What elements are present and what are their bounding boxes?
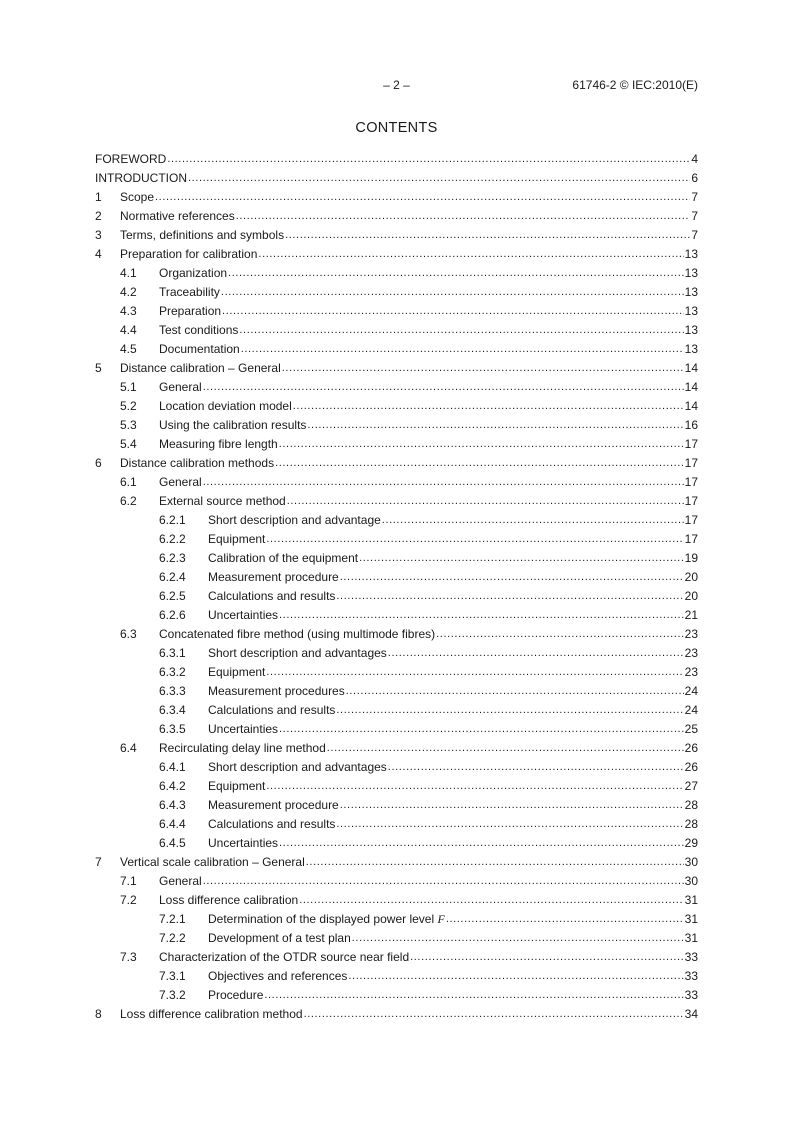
toc-leader-dots (258, 244, 683, 264)
toc-leader-dots (279, 605, 684, 625)
toc-entry[interactable] (95, 188, 698, 207)
toc-entry[interactable] (95, 568, 698, 587)
toc-entry-page: 31 (684, 931, 698, 945)
toc-leader-dots (340, 795, 684, 815)
toc-entry[interactable] (95, 834, 698, 853)
toc-entry-page: 30 (684, 874, 698, 888)
toc-entry[interactable] (95, 929, 698, 948)
toc-entry-page: 13 (684, 304, 698, 318)
toc-entry-title: Terms, definitions and symbols (120, 228, 285, 242)
toc-entry-page: 34 (684, 1007, 698, 1021)
toc-entry-page: 6 (691, 171, 698, 185)
toc-entry[interactable] (95, 587, 698, 606)
toc-entry-page: 13 (684, 266, 698, 280)
toc-entry[interactable] (95, 815, 698, 834)
toc-entry-page: 31 (684, 893, 698, 907)
toc-entry-number: 6.3 (120, 627, 137, 641)
toc-entry-title: Equipment (208, 779, 266, 793)
toc-entry-page: 17 (684, 475, 698, 489)
toc-entry-title: Distance calibration – General (120, 361, 281, 375)
toc-entry-page: 23 (684, 646, 698, 660)
toc-entry-page: 23 (684, 627, 698, 641)
toc-entry[interactable] (95, 207, 698, 226)
toc-entry[interactable] (95, 777, 698, 796)
toc-leader-dots (388, 643, 684, 663)
toc-entry-title: Development of a test plan (208, 931, 351, 945)
toc-entry-number: 1 (95, 190, 102, 204)
toc-entry-title: Determination of the displayed power level F (208, 912, 445, 926)
toc-entry-number: 7.3.2 (159, 988, 186, 1002)
toc-entry-title: FOREWORD (95, 152, 167, 166)
toc-leader-dots (222, 301, 684, 321)
toc-entry[interactable] (95, 302, 698, 321)
toc-entry-page: 14 (684, 361, 698, 375)
toc-entry[interactable] (95, 967, 698, 986)
toc-entry-title: General (159, 380, 202, 394)
toc-leader-dots (282, 358, 684, 378)
toc-entry-page: 27 (684, 779, 698, 793)
toc-leader-dots (336, 586, 683, 606)
toc-entry-page: 26 (684, 741, 698, 755)
toc-entry-page: 17 (684, 532, 698, 546)
toc-entry[interactable] (95, 948, 698, 967)
toc-entry-title: Equipment (208, 665, 266, 679)
toc-entry-title: Concatenated fibre method (using multimode fibres) (159, 627, 436, 641)
toc-entry-number: 6.2.5 (159, 589, 186, 603)
toc-entry[interactable] (95, 283, 698, 302)
toc-entry-page: 20 (684, 570, 698, 584)
toc-entry-title: General (159, 874, 202, 888)
toc-entry[interactable] (95, 245, 698, 264)
toc-entry-number: 6.2.4 (159, 570, 186, 584)
toc-entry[interactable] (95, 435, 698, 454)
toc-entry-title: Scope (120, 190, 155, 204)
toc-entry-title: Uncertainties (208, 608, 279, 622)
toc-entry[interactable] (95, 986, 698, 1005)
toc-entry-page: 30 (684, 855, 698, 869)
toc-entry-title: Loss difference calibration method (120, 1007, 303, 1021)
toc-leader-dots (336, 814, 683, 834)
toc-entry-page: 7 (691, 190, 698, 204)
toc-entry-title: Using the calibration results (159, 418, 307, 432)
toc-entry-page: 7 (691, 228, 698, 242)
toc-entry-title: Procedure (208, 988, 264, 1002)
toc-entry[interactable] (95, 701, 698, 720)
toc-entry[interactable] (95, 454, 698, 473)
toc-leader-dots (203, 871, 684, 891)
toc-entry-number: 4.4 (120, 323, 137, 337)
toc-entry-number: 7.1 (120, 874, 137, 888)
toc-entry-page: 14 (684, 380, 698, 394)
toc-leader-dots (346, 681, 684, 701)
toc-entry-number: 7 (95, 855, 102, 869)
toc-entry-title: Short description and advantage (208, 513, 381, 527)
toc-entry-page: 14 (684, 399, 698, 413)
toc-entry-title: Calibration of the equipment (208, 551, 359, 565)
toc-entry-title: Measurement procedure (208, 798, 339, 812)
toc-entry-number: 6.3.1 (159, 646, 186, 660)
toc-entry[interactable] (95, 150, 698, 169)
toc-entry[interactable] (95, 340, 698, 359)
toc-entry-title: Uncertainties (208, 836, 279, 850)
toc-leader-dots (279, 719, 684, 739)
page-title: CONTENTS (355, 120, 438, 136)
toc-entry-page: 16 (684, 418, 698, 432)
toc-entry-number: 7.2 (120, 893, 137, 907)
toc-entry[interactable] (95, 739, 698, 758)
toc-entry-number: 6.2.3 (159, 551, 186, 565)
toc-entry-title: Short description and advantages (208, 760, 387, 774)
toc-leader-dots (279, 434, 684, 454)
toc-leader-dots (410, 947, 684, 967)
toc-leader-dots (228, 263, 684, 283)
toc-entry-number: 4 (95, 247, 102, 261)
toc-entry-page: 13 (684, 342, 698, 356)
toc-entry-page: 17 (684, 437, 698, 451)
toc-entry-title: Objectives and references (208, 969, 348, 983)
toc-leader-dots (327, 738, 684, 758)
toc-entry-page: 33 (684, 969, 698, 983)
toc-entry-number: 7.3 (120, 950, 137, 964)
toc-leader-dots (293, 396, 684, 416)
toc-entry-page: 13 (684, 247, 698, 261)
toc-entry-number: 6 (95, 456, 102, 470)
toc-entry-number: 6.2.6 (159, 608, 186, 622)
toc-entry-page: 17 (684, 494, 698, 508)
toc-entry-title: Calculations and results (208, 703, 336, 717)
toc-entry-title: Location deviation model (159, 399, 292, 413)
toc-entry[interactable] (95, 169, 698, 188)
toc-entry-number: 3 (95, 228, 102, 242)
toc-entry-page: 31 (684, 912, 698, 926)
toc-entry-page: 7 (691, 209, 698, 223)
toc-entry-title: Calculations and results (208, 589, 336, 603)
toc-entry-page: 17 (684, 456, 698, 470)
toc-entry-number: 4.1 (120, 266, 137, 280)
toc-leader-dots (336, 700, 683, 720)
toc-entry-number: 6.4.4 (159, 817, 186, 831)
toc-entry[interactable] (95, 264, 698, 283)
toc-entry[interactable] (95, 416, 698, 435)
toc-entry[interactable] (95, 321, 698, 340)
toc-leader-dots (348, 966, 683, 986)
toc-entry[interactable] (95, 1005, 698, 1024)
toc-leader-dots (352, 928, 684, 948)
toc-entry-number: 6.4.2 (159, 779, 186, 793)
toc-leader-dots (266, 776, 683, 796)
toc-entry-number: 6.3.5 (159, 722, 186, 736)
toc-entry[interactable] (95, 853, 698, 872)
toc-entry-page: 29 (684, 836, 698, 850)
toc-entry-page: 23 (684, 665, 698, 679)
toc-leader-dots (239, 320, 683, 340)
toc-entry-page: 33 (684, 988, 698, 1002)
toc-entry-page: 28 (684, 817, 698, 831)
toc-leader-dots (275, 453, 684, 473)
toc-entry-page: 4 (691, 152, 698, 166)
toc-leader-dots (241, 339, 684, 359)
toc-entry-title: Short description and advantages (208, 646, 387, 660)
toc-entry-number: 4.2 (120, 285, 137, 299)
toc-entry-title: Distance calibration methods (120, 456, 275, 470)
page-header (95, 78, 698, 94)
toc-entry-number: 7.3.1 (159, 969, 186, 983)
toc-entry-title: Measurement procedures (208, 684, 345, 698)
toc-leader-dots (304, 1004, 684, 1024)
toc-entry-number: 6.4.3 (159, 798, 186, 812)
toc-leader-dots (307, 415, 683, 435)
toc-entry[interactable] (95, 625, 698, 644)
document-id: 61746-2 © IEC:2010(E) (572, 78, 698, 92)
toc-entry-title: Calculations and results (208, 817, 336, 831)
toc-leader-dots (359, 548, 684, 568)
toc-entry-page: 28 (684, 798, 698, 812)
toc-entry[interactable] (95, 872, 698, 891)
toc-entry-title: Documentation (159, 342, 240, 356)
toc-entry-number: 6.2.1 (159, 513, 186, 527)
toc-leader-dots (287, 491, 684, 511)
toc-entry-number: 6.2.2 (159, 532, 186, 546)
toc-entry[interactable] (95, 796, 698, 815)
toc-leader-dots (306, 852, 684, 872)
toc-entry-number: 6.4.1 (159, 760, 186, 774)
toc-entry-title: Measuring fibre length (159, 437, 278, 451)
toc-entry-page: 26 (684, 760, 698, 774)
toc-entry[interactable] (95, 530, 698, 549)
toc-entry[interactable] (95, 663, 698, 682)
toc-leader-dots (236, 206, 691, 226)
toc-entry-title: Normative references (120, 209, 235, 223)
toc-entry-number: 5.2 (120, 399, 137, 413)
table-of-contents (95, 150, 698, 1024)
toc-entry[interactable] (95, 378, 698, 397)
toc-entry-page: 24 (684, 703, 698, 717)
toc-entry-number: 5 (95, 361, 102, 375)
toc-entry-title: Preparation for calibration (120, 247, 258, 261)
toc-entry-number: 7.2.2 (159, 931, 186, 945)
toc-entry[interactable] (95, 473, 698, 492)
toc-entry-title: Loss difference calibration (159, 893, 299, 907)
toc-entry-page: 20 (684, 589, 698, 603)
toc-entry-title: Characterization of the OTDR source near field (159, 950, 410, 964)
toc-entry-number: 6.3.4 (159, 703, 186, 717)
toc-entry-number: 5.3 (120, 418, 137, 432)
toc-entry-page: 25 (684, 722, 698, 736)
toc-leader-dots (279, 833, 684, 853)
toc-leader-dots (155, 187, 690, 207)
toc-entry[interactable] (95, 226, 698, 245)
toc-entry-number: 6.1 (120, 475, 137, 489)
toc-entry-number: 6.4.5 (159, 836, 186, 850)
toc-leader-dots (388, 757, 684, 777)
toc-entry[interactable] (95, 891, 698, 910)
toc-leader-dots (299, 890, 683, 910)
toc-entry[interactable] (95, 549, 698, 568)
toc-leader-dots (340, 567, 684, 587)
toc-entry-page: 19 (684, 551, 698, 565)
toc-entry-title: Recirculating delay line method (159, 741, 326, 755)
toc-entry[interactable] (95, 492, 698, 511)
toc-entry-number: 8 (95, 1007, 102, 1021)
toc-entry-number: 4.5 (120, 342, 137, 356)
toc-entry-title: Organization (159, 266, 228, 280)
toc-entry-title: Test conditions (159, 323, 239, 337)
toc-entry-title: Equipment (208, 532, 266, 546)
toc-entry-title: Uncertainties (208, 722, 279, 736)
toc-entry[interactable] (95, 910, 698, 929)
toc-entry-number: 7.2.1 (159, 912, 186, 926)
toc-leader-dots (167, 149, 690, 169)
toc-entry-number: 4.3 (120, 304, 137, 318)
toc-entry[interactable] (95, 758, 698, 777)
toc-entry-title: External source method (159, 494, 286, 508)
toc-entry-title: INTRODUCTION (95, 171, 187, 185)
toc-entry-number: 6.3.3 (159, 684, 186, 698)
toc-entry-title: Vertical scale calibration – General (120, 855, 305, 869)
toc-entry-title: Measurement procedure (208, 570, 339, 584)
toc-entry-number: 5.1 (120, 380, 137, 394)
toc-entry-title: Preparation (159, 304, 222, 318)
toc-entry[interactable] (95, 720, 698, 739)
toc-entry-page: 13 (684, 285, 698, 299)
toc-leader-dots (382, 510, 684, 530)
toc-entry[interactable] (95, 359, 698, 378)
toc-entry-title: Traceability (159, 285, 220, 299)
toc-entry[interactable] (95, 682, 698, 701)
toc-leader-dots (188, 168, 690, 188)
toc-leader-dots (203, 377, 684, 397)
toc-entry-number: 6.2 (120, 494, 137, 508)
toc-leader-dots (264, 985, 683, 1005)
toc-entry[interactable] (95, 644, 698, 663)
toc-entry-number: 6.4 (120, 741, 137, 755)
toc-entry-number: 6.3.2 (159, 665, 186, 679)
toc-leader-dots (266, 662, 683, 682)
toc-leader-dots (446, 909, 684, 929)
toc-entry[interactable] (95, 397, 698, 416)
toc-entry-page: 24 (684, 684, 698, 698)
toc-entry[interactable] (95, 606, 698, 625)
toc-leader-dots (266, 529, 683, 549)
toc-entry-number: 2 (95, 209, 102, 223)
toc-entry-number: 5.4 (120, 437, 137, 451)
toc-entry-page: 21 (684, 608, 698, 622)
toc-entry-page: 33 (684, 950, 698, 964)
page-number: – 2 – (383, 78, 410, 92)
toc-leader-dots (436, 624, 684, 644)
toc-entry[interactable] (95, 511, 698, 530)
toc-entry-page: 17 (684, 513, 698, 527)
toc-entry-title: General (159, 475, 202, 489)
toc-entry-page: 13 (684, 323, 698, 337)
toc-leader-dots (285, 225, 690, 245)
toc-leader-dots (221, 282, 684, 302)
toc-leader-dots (203, 472, 684, 492)
